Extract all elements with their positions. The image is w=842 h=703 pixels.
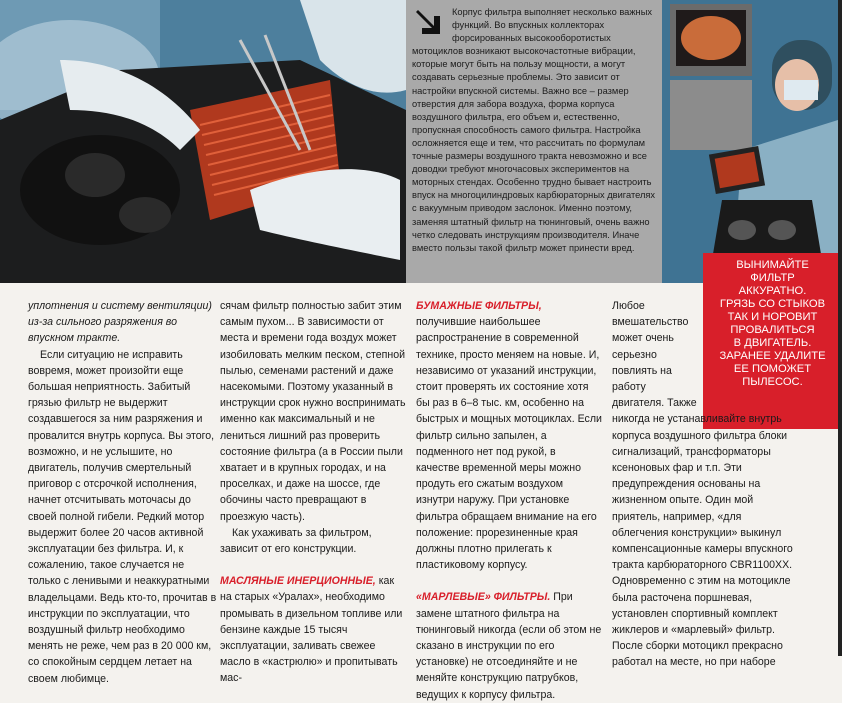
spacer [416, 573, 602, 589]
intro-text [412, 6, 660, 255]
section-heading-paper: БУМАЖНЫЕ ФИЛЬТРЫ, [416, 300, 542, 312]
col1-paragraph: Если ситуацию не исправить вовремя, может произойти еще большая неприятность. Забитый грязью фильтр не выдержит создавшегося за ним разряжения и провалится внутрь корпуса. Вы этого, возможно, и не услышите, но двигатель, получив смертельный приговор с отсрочкой исполнения, начнет отсчитывать моточасы до своей полной гибели. Редкий мотор выдержит более 20 часов активной эксплуатации без фильтра. И, к сожалению, такое случается не только с ленивыми и неаккуратными владельцами. Ведь кто-то, прочитав в инструкции по эксплуатации, что воздушный фильтр необходимо менять не реже, чем раз в 20 000 км, со спокойным сердцем летает на своем любимце. [28, 348, 217, 685]
callout-line: ВЫНИМАЙТЕ [736, 259, 809, 271]
callout-line: В ДВИГАТЕЛЬ. [733, 337, 812, 349]
callout-line: ПРОВАЛИТЬСЯ [730, 324, 815, 336]
filter-illustration [0, 0, 406, 283]
filter-photo [0, 0, 406, 283]
intro-box [406, 0, 662, 283]
callout-line: ЗАРАНЕЕ УДАЛИТЕ [719, 350, 826, 362]
intro-paragraph: Корпус фильтра выполняет несколько важных функций. Во впускных коллекторах форсированных высокооборотистых мотоциклов возникают высокочастотные вибрации, которые могут быть на пользу мощности, а могут создавать серьезные проблемы. Это зависит от настройки впускной системы. Важно все – размер отверстия для забора воздуха, форма корпуса воздушного фильтра, его объем и, естественно, пропускная способность самого фильтра. Настройка осложняется еще и тем, что рассчитать по формулам точные размеры воздушного тракта невозможно и все доводки требуют многочасовых экспериментов на моторных стендах. Особенно трудно бывает настроить впуск на многоцилиндровых карбюраторных двигателях с вакуумным приводом заслонок. Именно поэтому, заменяя штатный фильтр на тюнинговый, очень важно четко следовать инструкциям производителя. Иначе вместо пользы такой фильтр может принести вред. [412, 7, 656, 253]
text-column-4 [612, 298, 796, 671]
page-edge [838, 0, 842, 656]
col2-section-text: как на старых «Уралах», необходимо промывать в дизельном топливе или бензине каждые 15 тысяч эксплуатации, заливать свежее масло в «кастрюлю» и пропитывать мас- [220, 575, 403, 685]
arrow-down-right-icon [412, 6, 446, 40]
col3-section-gauze [416, 589, 602, 702]
col4-paragraph-narrow: Любое вмешательство может очень серьезно повлиять на работу двигателя. Также [612, 300, 697, 410]
doctor-illustration [662, 0, 838, 283]
callout-line: ПЫЛЕСОС. [742, 376, 803, 388]
text-column-1 [28, 298, 218, 687]
callout-line: ГРЯЗЬ СО СТЫКОВ [719, 298, 826, 310]
col1-italic-paragraph: уплотнения и систему вентиляции) из-за сильного разряжения во впускном тракте. [28, 300, 212, 345]
col4-paragraph-wide: никогда не устанавливайте внутрь корпуса воздушного фильтра блоки сигнализаций, трансформаторы ксеноновых фар и т.п. Эти предупреждения основаны на жизненном опыте. Один мой приятель, например, «для облегчения конструкции» выкинул компенсационные камеры впускного тракта карбюраторного CBR1100XX. Одновременно с этим на мотоцикле была расточена поршневая, установлен спортивный комплект жиклеров и «марлевый» фильтр. После сборки мотоцикл прекрасно работал на месте, но при наборе [612, 413, 793, 669]
col3-gauze-text: При замене штатного фильтра на тюнинговый никогда (если об этом не сказано в инструкции по его установке) не отсоединяйте и не меняйте конструкцию патрубков, ведущих к корпусу фильтра. [416, 591, 602, 701]
col2-paragraph: сячам фильтр полностью забит этим самым пухом... В зависимости от места и времени года воздух может изобиловать мелким песком, степной пылью, семенами растений и даже насекомыми. Поэтому указанный в инструкции срок нужно воспринимать именно как максимальный и не лениться лишний раз проверить состояние фильтра (а в России пыли хватает и в крупных городах, и на проселках, и даже на шоссе, где обочины часто превращают в проезжую часть). [220, 300, 406, 523]
col2-section [220, 573, 406, 686]
section-heading-gauze: «МАРЛЕВЫЕ» ФИЛЬТРЫ. [416, 591, 551, 604]
col3-section-paper [416, 298, 602, 573]
callout-line: ЕЕ ПОМОЖЕТ [733, 363, 812, 375]
col2-paragraph-2: Как ухаживать за фильтром, зависит от его конструкции. [220, 526, 372, 556]
doctor-photo [662, 0, 838, 283]
text-column-2 [220, 298, 406, 687]
callout-line: ФИЛЬТР [750, 272, 795, 284]
callout-line: ТАК И НОРОВИТ [727, 311, 818, 323]
text-column-3 [416, 298, 602, 703]
col3-paper-text: получившие наибольшее распространение в современной технике, просто меняем на новые. И, независимо от указаний инструкции, стоит проверять их состояние хотя бы раз в 6–8 тыс. км, особенно на быстрых и мощных мотоциклах. Если фильтр сильно запылен, а подменного нет под рукой, в качестве временной меры можно продуть его сжатым воздухом изнутри наружу. При установке фильтра обращаем внимание на его положение: прорезиненные края должны плотно прилегать к пластиковому корпусу. [416, 316, 602, 572]
spacer [220, 557, 406, 573]
callout-line: АККУРАТНО. [738, 285, 807, 297]
section-heading-oil: МАСЛЯНЫЕ ИНЕРЦИОННЫЕ, [220, 575, 376, 588]
